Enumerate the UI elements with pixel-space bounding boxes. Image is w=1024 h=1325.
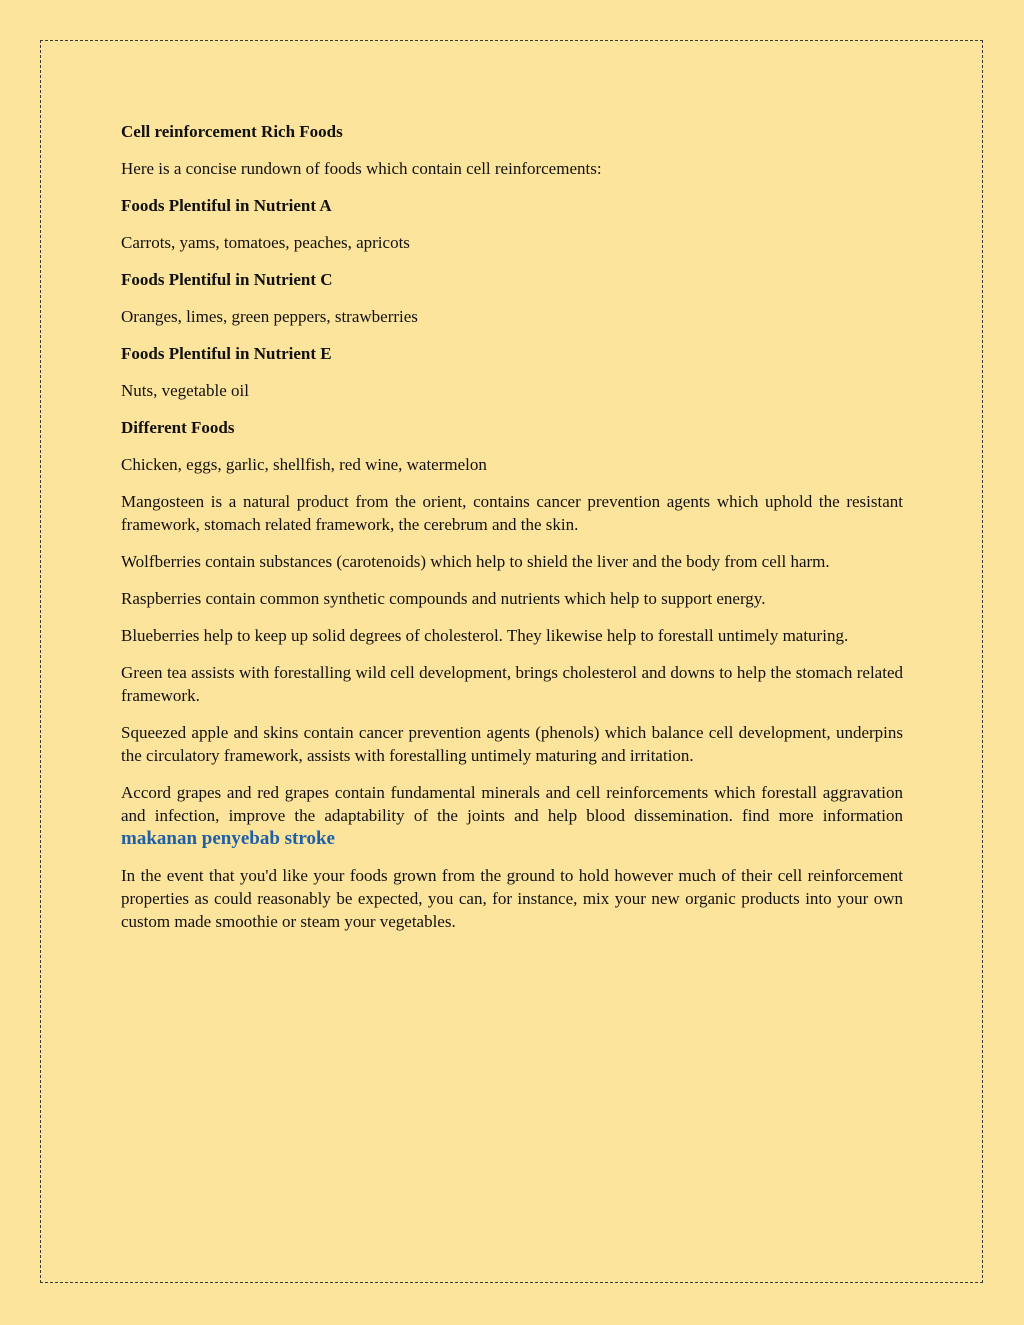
paragraph-closing: In the event that you'd like your foods grown from the ground to hold however much of their cell reinforcement properties as could reasonably be expected, you can, for instance, mix your new organic products into your own custom made smoothie or steam your vegetables. <box>121 866 903 931</box>
paragraph-mangosteen: Mangosteen is a natural product from the orient, contains cancer prevention agents which uphold the resistant framework, stomach related framework, the cerebrum and the skin. <box>121 492 903 534</box>
paragraph-apple: Squeezed apple and skins contain cancer prevention agents (phenols) which balance cell development, underpins the circulatory framework, assists with forestalling untimely maturing and irritation. <box>121 723 903 765</box>
section-other-heading: Different Foods <box>121 418 235 437</box>
section-a-heading: Foods Plentiful in Nutrient A <box>121 196 332 215</box>
section-a-text: Carrots, yams, tomatoes, peaches, apricots <box>121 233 410 252</box>
intro-paragraph: Here is a concise rundown of foods which contain cell reinforcements: <box>121 159 602 178</box>
external-info-link[interactable]: makanan penyebab stroke <box>121 828 335 849</box>
paragraph-wolfberries: Wolfberries contain substances (carotenoids) which help to shield the liver and the body from cell harm. <box>121 552 830 571</box>
paragraph-raspberries: Raspberries contain common synthetic compounds and nutrients which help to support energy. <box>121 589 766 608</box>
paragraph-blueberries: Blueberries help to keep up solid degrees of cholesterol. They likewise help to forestall untimely maturing. <box>121 626 849 645</box>
section-e-heading: Foods Plentiful in Nutrient E <box>121 344 332 363</box>
section-e-text: Nuts, vegetable oil <box>121 381 249 400</box>
document-title: Cell reinforcement Rich Foods <box>121 122 343 141</box>
document-body <box>121 120 903 947</box>
paragraph-green-tea: Green tea assists with forestalling wild cell development, brings cholesterol and downs to help the stomach related framework. <box>121 663 903 705</box>
section-c-heading: Foods Plentiful in Nutrient C <box>121 270 333 289</box>
section-c-text: Oranges, limes, green peppers, strawberries <box>121 307 418 326</box>
paragraph-grapes-text: Accord grapes and red grapes contain fundamental minerals and cell reinforcements which forestall aggravation and infection, improve the adaptability of the joints and help blood dissemination. find more information <box>121 783 903 825</box>
paragraph-grapes <box>121 781 903 850</box>
section-other-text: Chicken, eggs, garlic, shellfish, red wine, watermelon <box>121 455 487 474</box>
